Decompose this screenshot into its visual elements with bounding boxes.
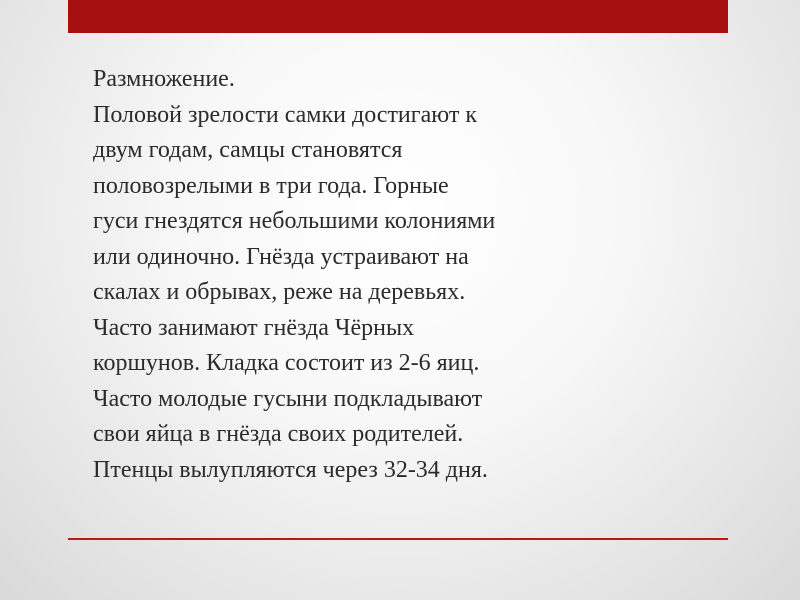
text-line: скалах и обрывах, реже на деревьях. bbox=[93, 279, 466, 305]
text-line: гуси гнездятся небольшими колониями bbox=[93, 208, 496, 234]
slide-body-text bbox=[93, 62, 633, 488]
text-line: Часто занимают гнёзда Чёрных bbox=[93, 314, 415, 341]
text-line: двум годам, самцы становятся bbox=[93, 137, 403, 163]
text-line: свои яйца в гнёзда своих родителей. bbox=[93, 421, 464, 447]
text-line: Половой зрелости самки достигают к bbox=[93, 101, 478, 128]
top-accent-bar bbox=[68, 0, 728, 33]
text-line: коршунов. Кладка состоит из 2-6 яиц. bbox=[93, 350, 480, 376]
text-line: или одиночно. Гнёзда устраивают на bbox=[93, 243, 469, 270]
text-line: Птенцы вылупляются через 32-34 дня. bbox=[93, 456, 488, 483]
heading-line: Размножение. bbox=[93, 66, 235, 92]
text-line: Часто молодые гусыни подкладывают bbox=[93, 385, 483, 412]
text-line: половозрелыми в три года. Горные bbox=[93, 172, 449, 199]
bottom-divider-line bbox=[68, 538, 728, 540]
